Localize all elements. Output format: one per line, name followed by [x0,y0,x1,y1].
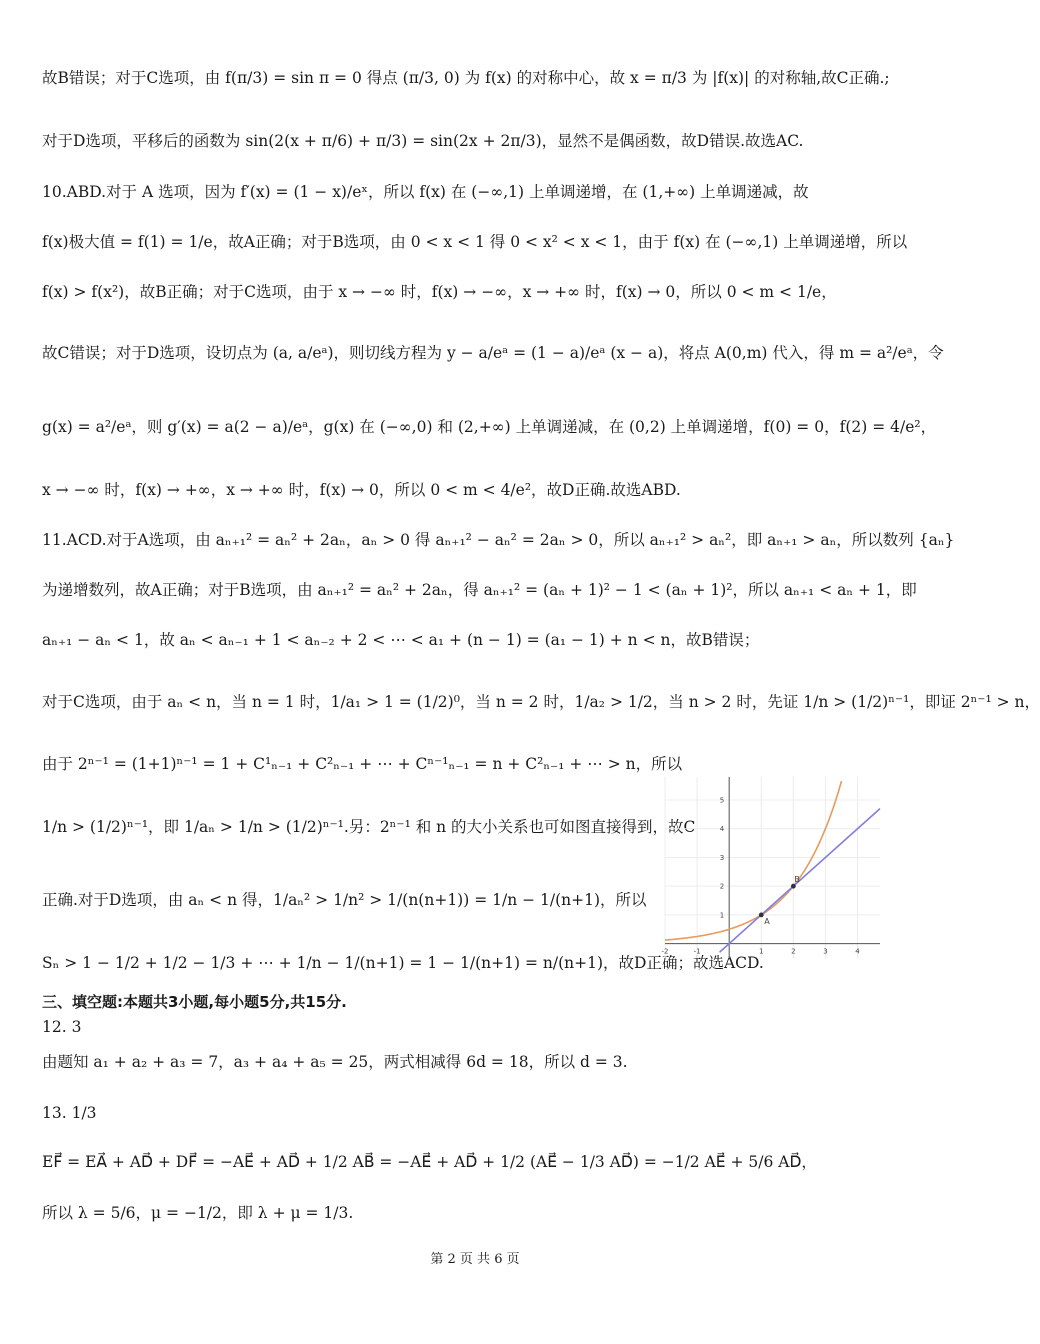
point-b [791,884,796,889]
text-line-1: 故B错误；对于C选项，由 f(π/3) = sin π = 0 得点 (π/3, 0) 为 f(x) 的对称中心，故 x = π/3 为 |f(x)| 的对称轴,故C正确.; [42,69,890,87]
answer-12: 12. 3 [42,1018,82,1036]
text-line-22: 所以 λ = 5/6，μ = −1/2，即 λ + μ = 1/3. [42,1204,354,1222]
x-tick-label: -1 [693,947,701,956]
text-line-8: x → −∞ 时，f(x) → +∞，x → +∞ 时，f(x) → 0，所以 0 < m < 4/e²，故D正确.故选ABD. [42,481,681,499]
text-line-13: 由于 2ⁿ⁻¹ = (1+1)ⁿ⁻¹ = 1 + C¹ₙ₋₁ + C²ₙ₋₁ + ⋯ + Cⁿ⁻¹ₙ₋₁ = n + C²ₙ₋₁ + ⋯ > n，所以 [42,755,683,773]
text-line-5: f(x) > f(x²)，故B正确；对于C选项，由于 x → −∞ 时，f(x) → −∞，x → +∞ 时，f(x) → 0，所以 0 < m < 1/e， [42,283,837,301]
section-heading: 三、填空题:本题共3小题,每小题5分,共15分. [42,993,347,1011]
text-line-12: 对于C选项，由于 aₙ < n，当 n = 1 时，1/a₁ > 1 = (1/2)⁰，当 n = 2 时，1/a₂ > 1/2，当 n > 2 时，先证 1/n > (1/2)ⁿ⁻¹，即证 2ⁿ⁻¹ > n， [42,693,1040,711]
x-tick-label: 1 [759,947,764,956]
text-line-9: 11.ACD.对于A选项，由 aₙ₊₁² = aₙ² + 2aₙ，aₙ > 0 得 aₙ₊₁² − aₙ² = 2aₙ > 0，所以 aₙ₊₁² > aₙ²，即 aₙ₊₁ > aₙ，所以数列 {aₙ} [42,531,955,549]
y-tick-labels [720,796,725,919]
exponential-curve [665,781,842,940]
point-label: A [764,916,770,926]
x-tick-label: 3 [823,947,828,956]
text-line-11: aₙ₊₁ − aₙ < 1，故 aₙ < aₙ₋₁ + 1 < aₙ₋₂ + 2 < ⋯ < a₁ + (n − 1) = (a₁ − 1) + n < n，故B错误； [42,631,760,649]
text-line-2: 对于D选项，平移后的函数为 sin(2(x + π/6) + π/3) = sin(2x + 2π/3)，显然不是偶函数，故D错误.故选AC. [42,132,804,150]
x-tick-labels [662,948,861,956]
y-tick-label: 3 [719,853,725,862]
y-tick-label: 5 [719,796,725,805]
text-line-19: 由题知 a₁ + a₂ + a₃ = 7，a₃ + a₄ + a₅ = 25，两式相减得 6d = 18，所以 d = 3. [42,1053,628,1071]
y-tick-label: 4 [719,825,725,834]
text-line-14: 1/n > (1/2)ⁿ⁻¹，即 1/aₙ > 1/n > (1/2)ⁿ⁻¹.另：2ⁿ⁻¹ 和 n 的大小关系也可如图直接得到，故C [42,818,696,836]
function-graph [660,772,885,972]
text-line-7: g(x) = a²/eᵃ，则 g′(x) = a(2 − a)/eᵃ，g(x) 在 (−∞,0) 和 (2,+∞) 上单调递减，在 (0,2) 上单调递增，f(0) = 0，f(2) = 4/e²， [42,418,937,436]
x-tick-label: 4 [855,947,860,956]
text-line-21: EF⃗ = EA⃗ + AD⃗ + DF⃗ = −AE⃗ + AD⃗ + 1/2 AB⃗ = −AE⃗ + AD⃗ + 1/2 (AE⃗ − 1/3 AD⃗) = −1/2 AE⃗ + 5/6 AD⃗， [42,1153,817,1171]
y-tick-label: 1 [719,911,725,920]
point-label: B [794,875,800,885]
page-footer: 第 2 页 共 6 页 [430,1252,520,1267]
text-line-10: 为递增数列，故A正确；对于B选项，由 aₙ₊₁² = aₙ² + 2aₙ，得 aₙ₊₁² = (aₙ + 1)² − 1 < (aₙ + 1)²，所以 aₙ₊₁ < aₙ + 1，即 [42,581,917,599]
point-a [759,913,764,918]
text-line-4: f(x)极大值 = f(1) = 1/e，故A正确；对于B选项，由 0 < x < 1 得 0 < x² < x < 1，由于 f(x) 在 (−∞,1) 上单调递增，所以 [42,233,908,251]
text-line-6: 故C错误；对于D选项，设切点为 (a, a/eᵃ)，则切线方程为 y − a/eᵃ = (1 − a)/eᵃ (x − a)，将点 A(0,m) 代入，得 m = a²/eᵃ，令 [42,344,944,362]
answer-13: 13. 1/3 [42,1104,97,1122]
y-tick-label: 2 [719,882,725,891]
x-tick-label: -2 [661,947,669,956]
x-tick-label: 2 [791,947,796,956]
text-line-3: 10.ABD.对于 A 选项，因为 f′(x) = (1 − x)/eˣ，所以 f(x) 在 (−∞,1) 上单调递增，在 (1,+∞) 上单调递减，故 [42,183,809,201]
text-line-16: Sₙ > 1 − 1/2 + 1/2 − 1/3 + ⋯ + 1/n − 1/(n+1) = 1 − 1/(n+1) = n/(n+1)，故D正确；故选ACD. [42,954,764,972]
graph-grid [665,777,880,958]
text-line-15: 正确.对于D选项，由 aₙ < n 得，1/aₙ² > 1/n² > 1/(n(n+1)) = 1/n − 1/(n+1)，所以 [42,891,647,909]
